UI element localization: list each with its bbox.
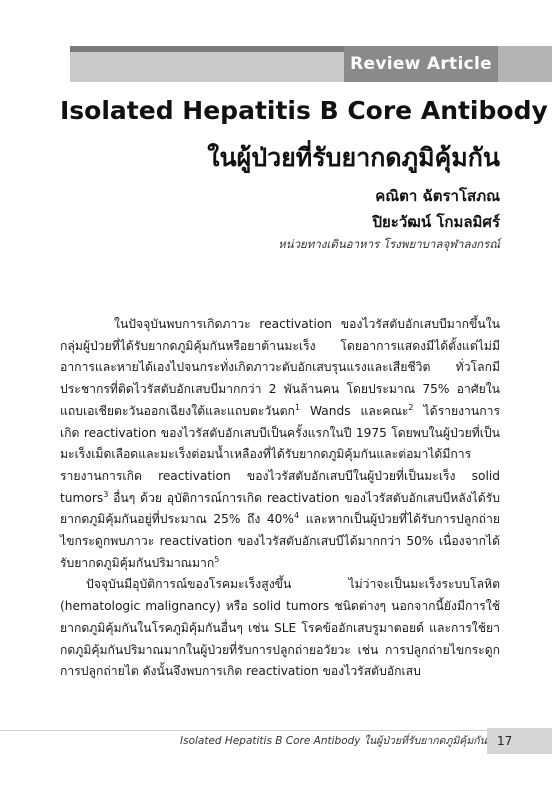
citation-5: 5 [214,554,220,564]
section-banner [0,46,552,82]
p1-text-a: ในปัจจุบันพบการเกิดภาวะ reactivation ของไวรัสตับอักเสบบีมากขึ้นในกลุ่มผู้ป่วยที่ได้รับยากดภูมิคุ้มกันหรือยาต้านมะเร็ง โดยอาการแสดงมีได้ตั้งแต่ไม่มีอาการและหายได้เองไปจนกระทั่งเกิดภาวะตับอักเสบรุนแรงและเสียชีวิต ทั่วโลกมีประชากรที่ติดไวรัสตับอักเสบบีมากกว่า 2 พันล้านคน โดยประมาณ 75% อาศัยในแถบเอเชียตะวันออกเฉียงใต้และแถบตะวันตก [60,317,500,418]
p1-text-e: และหากเป็นผู้ป่วยที่ได้รับการปลูกถ่ายไขกระดูกพบภาวะ reactivation ของไวรัสตับอักเสบบีได้มากกว่า 50% เนื่องจากได้รับยากดภูมิคุ้มกันปริมาณมาก [60,512,500,570]
author-1: คณิตา ฉัตราโสภณ [375,187,500,205]
p1-text-d: อื่นๆ ด้วย อุบัติการณ์การเกิด reactivation ของไวรัสตับอักเสบบีหลังได้รับยากดภูมิคุ้มกันอยู่ที่ประมาณ 25% ถึง 40% [60,490,500,527]
citation-3: 3 [103,489,109,499]
section-label: Review Article [344,46,498,82]
banner-end-cap [498,46,552,82]
citation-2: 2 [408,402,414,412]
author-2: ปิยะวัฒน์ โกมลมิศร์ [372,213,500,231]
footer-running-title: Isolated Hepatitis B Core Antibody ในผู้ป่วยที่รับยากดภูมิคุ้มกัน [180,735,487,747]
p1-text-b: Wands และคณะ [299,403,409,418]
citation-4: 4 [294,511,300,521]
article-body [60,314,500,683]
affiliation: หน่วยทางเดินอาหาร โรงพยาบาลจุฬาลงกรณ์ [278,237,500,251]
article-title-english: Isolated Hepatitis B Core Antibody [60,96,548,125]
paragraph-1 [60,314,500,574]
footer-rule [0,730,552,731]
citation-1: 1 [294,402,300,412]
paragraph-2: ปัจจุบันมีอุบัติการณ์ของโรคมะเร็งสูงขึ้น ไม่ว่าจะเป็นมะเร็งระบบโลหิต (hematologic malignancy) หรือ solid tumors ชนิดต่างๆ นอกจากนี้ยังมีการใช้ยากดภูมิคุ้มกันในโรคภูมิคุ้มกันอื่นๆ เช่น SLE โรคข้ออักเสบรูมาตอยด์ และการใช้ยากดภูมิคุ้มกันปริมาณมากในผู้ป่วยที่รับการปลูกถ่ายอวัยวะ เช่น การปลูกถ่ายไขกระดูก การปลูกถ่ายไต ดังนั้นจึงพบการเกิด reactivation ของไวรัสตับอักเสบ [60,577,500,679]
page-number: 17 [487,728,552,754]
article-title-thai: ในผู้ป่วยที่รับยากดภูมิคุ้มกัน [207,143,500,172]
p1-text-c: ได้รายงานการเกิด reactivation ของไวรัสตับอักเสบบีเป็นครั้งแรกในปี 1975 โดยพบในผู้ป่วยที่เป็นมะเร็งเม็ดเลือดและมะเร็งต่อมน้ำเหลืองที่ได้รับยากดภูมิคุ้มกันและต่อมาได้มีการรายงานการเกิด reactivation ของไวรัสตับอักเสบบีในผู้ป่วยที่เป็นมะเร็ง solid tumors [60,403,500,505]
